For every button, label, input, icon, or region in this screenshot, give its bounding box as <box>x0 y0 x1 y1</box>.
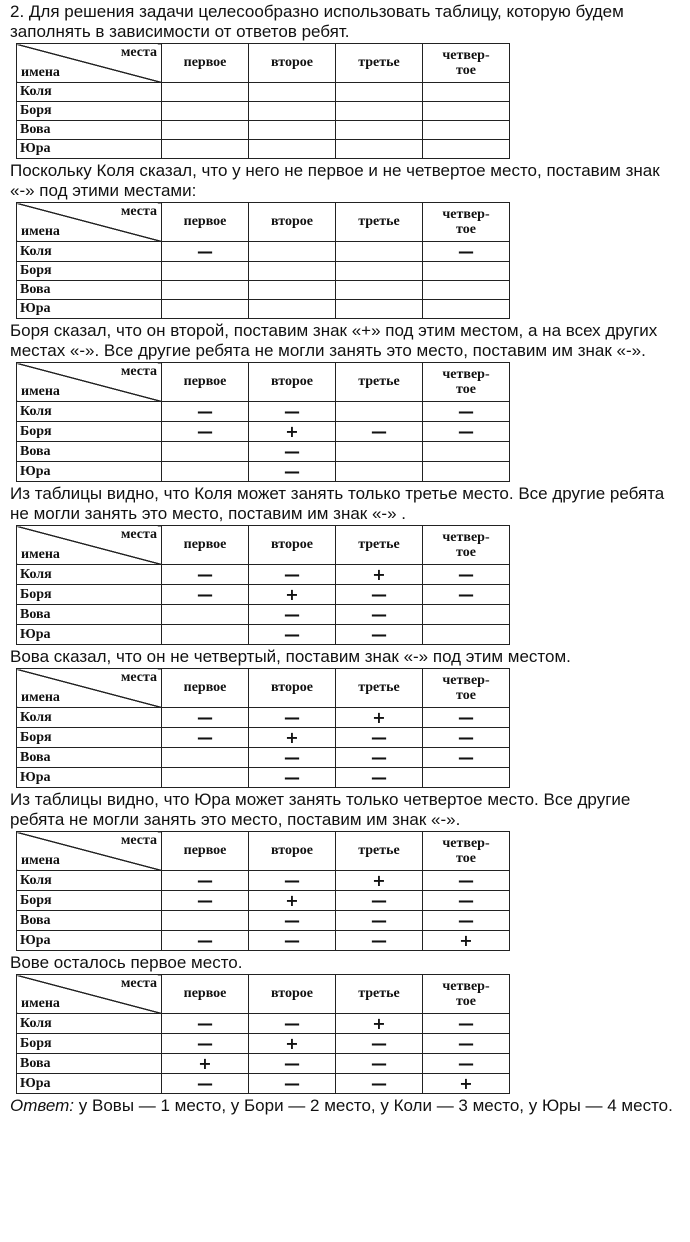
table-cell <box>423 300 510 319</box>
table-row <box>17 931 510 951</box>
row-name: Коля <box>17 242 162 262</box>
table-cell <box>423 442 510 462</box>
table-cell: + <box>162 1054 249 1074</box>
table-cell <box>336 442 423 462</box>
table-cell <box>423 262 510 281</box>
table-cell: — <box>162 1074 249 1094</box>
row-name: Юра <box>17 931 162 951</box>
column-header: третье <box>336 363 423 402</box>
table-cell: + <box>336 565 423 585</box>
table-cell: — <box>249 911 336 931</box>
table-cell: — <box>423 242 510 262</box>
table-cell: + <box>336 1014 423 1034</box>
column-header: третье <box>336 832 423 871</box>
table-cell <box>249 121 336 140</box>
row-name: Вова <box>17 748 162 768</box>
row-name: Вова <box>17 911 162 931</box>
row-name: Юра <box>17 140 162 159</box>
column-header: четвер- тое <box>423 669 510 708</box>
corner-label-names: имена <box>21 853 60 868</box>
table-cell <box>423 605 510 625</box>
table-cell: — <box>423 1014 510 1034</box>
table-corner-cell <box>17 363 162 402</box>
table-cell: — <box>249 625 336 645</box>
row-name: Вова <box>17 442 162 462</box>
table-header-row <box>17 832 510 871</box>
column-header: второе <box>249 526 336 565</box>
table-cell <box>336 121 423 140</box>
table-cell: — <box>249 462 336 482</box>
table-cell <box>162 911 249 931</box>
table-cell <box>249 242 336 262</box>
table-cell: — <box>162 931 249 951</box>
paragraph-5: Вова сказал, что он не четвертый, поставим знак «-» под этим местом. <box>10 647 571 666</box>
corner-label-places: места <box>120 976 157 991</box>
table-cell <box>423 462 510 482</box>
row-name: Боря <box>17 728 162 748</box>
table-cell: — <box>162 585 249 605</box>
table-cell: — <box>162 565 249 585</box>
corner-label-names: имена <box>21 547 60 562</box>
table-cell: — <box>336 605 423 625</box>
paragraph-2: Поскольку Коля сказал, что у него не первое и не четвертое место, поставим знак «-» под этими местами: <box>10 161 665 200</box>
table-cell <box>249 140 336 159</box>
table-corner-cell <box>17 44 162 83</box>
table-cell: — <box>162 728 249 748</box>
placement-table-5 <box>16 668 510 788</box>
column-header: первое <box>162 975 249 1014</box>
placement-table-1 <box>16 43 510 159</box>
row-name: Вова <box>17 1054 162 1074</box>
table-cell: + <box>249 1034 336 1054</box>
table-row <box>17 585 510 605</box>
row-name: Коля <box>17 565 162 585</box>
corner-label-places: места <box>120 364 157 379</box>
table-cell: — <box>162 891 249 911</box>
table-cell <box>423 121 510 140</box>
table-cell: + <box>249 728 336 748</box>
column-header: второе <box>249 669 336 708</box>
column-header: третье <box>336 975 423 1014</box>
table-cell <box>249 281 336 300</box>
table-cell <box>162 605 249 625</box>
placement-table-3 <box>16 362 510 482</box>
column-header: первое <box>162 44 249 83</box>
table-cell: — <box>423 911 510 931</box>
paragraph-4: Из таблицы видно, что Коля может занять только третье место. Все другие ребята не могли занять это место, поставим им знак «-» . <box>10 484 669 523</box>
corner-label-places: места <box>120 204 157 219</box>
table-cell: — <box>423 1034 510 1054</box>
table-cell: — <box>249 402 336 422</box>
table-row <box>17 462 510 482</box>
table-cell: + <box>336 871 423 891</box>
table-cell <box>423 281 510 300</box>
row-name: Юра <box>17 300 162 319</box>
table-cell <box>162 121 249 140</box>
table-header-row <box>17 669 510 708</box>
row-name: Боря <box>17 262 162 281</box>
table-cell: — <box>249 605 336 625</box>
table-cell <box>423 102 510 121</box>
answer-paragraph <box>10 1096 682 1116</box>
table-corner-cell <box>17 975 162 1014</box>
column-header: третье <box>336 669 423 708</box>
table-cell: — <box>336 768 423 788</box>
column-header: четвер- тое <box>423 526 510 565</box>
table-row <box>17 121 510 140</box>
table-cell: — <box>249 1074 336 1094</box>
table-cell: — <box>249 871 336 891</box>
row-name: Коля <box>17 402 162 422</box>
table-cell: + <box>249 585 336 605</box>
answer-label: Ответ: <box>10 1096 75 1115</box>
column-header: четвер- тое <box>423 203 510 242</box>
row-name: Коля <box>17 83 162 102</box>
table-cell: — <box>336 1054 423 1074</box>
placement-table-2 <box>16 202 510 319</box>
table-row <box>17 1034 510 1054</box>
table-corner-cell <box>17 669 162 708</box>
row-name: Боря <box>17 585 162 605</box>
column-header: первое <box>162 363 249 402</box>
row-name: Коля <box>17 1014 162 1034</box>
table-row <box>17 911 510 931</box>
table-cell <box>162 462 249 482</box>
paragraph-3: Боря сказал, что он второй, поставим знак «+» под этим местом, а на всех других местах «-». Все другие ребята не могли занять это место, поставим им знак «-». <box>10 321 663 360</box>
corner-label-places: места <box>120 833 157 848</box>
table-cell <box>249 83 336 102</box>
table-cell <box>336 300 423 319</box>
row-name: Вова <box>17 281 162 300</box>
table-cell: + <box>423 1074 510 1094</box>
row-name: Юра <box>17 1074 162 1094</box>
table-cell <box>336 83 423 102</box>
table-header-row <box>17 203 510 242</box>
table-row <box>17 1014 510 1034</box>
corner-label-names: имена <box>21 996 60 1011</box>
table-cell: — <box>336 931 423 951</box>
column-header: второе <box>249 44 336 83</box>
row-name: Боря <box>17 422 162 442</box>
table-cell: — <box>423 585 510 605</box>
column-header: первое <box>162 669 249 708</box>
table-cell <box>162 300 249 319</box>
paragraph-6: Из таблицы видно, что Юра может занять только четвертое место. Все другие ребята не могли занять это место, поставим им знак «-». <box>10 790 636 829</box>
table-cell: — <box>336 748 423 768</box>
table-cell: — <box>336 911 423 931</box>
table-row <box>17 605 510 625</box>
table-row <box>17 1074 510 1094</box>
table-row <box>17 102 510 121</box>
table-cell: — <box>249 768 336 788</box>
row-name: Вова <box>17 605 162 625</box>
table-cell: — <box>162 242 249 262</box>
column-header: первое <box>162 526 249 565</box>
corner-label-places: места <box>120 45 157 60</box>
column-header: второе <box>249 203 336 242</box>
row-name: Юра <box>17 625 162 645</box>
row-name: Юра <box>17 768 162 788</box>
table-cell <box>249 102 336 121</box>
table-cell: — <box>336 1074 423 1094</box>
corner-label-names: имена <box>21 384 60 399</box>
corner-label-places: места <box>120 670 157 685</box>
table-row <box>17 871 510 891</box>
table-cell <box>336 281 423 300</box>
table-cell <box>249 300 336 319</box>
table-cell: + <box>249 422 336 442</box>
row-name: Боря <box>17 102 162 121</box>
table-cell: — <box>336 1034 423 1054</box>
column-header: третье <box>336 526 423 565</box>
solution-page <box>10 0 682 1117</box>
table-header-row <box>17 526 510 565</box>
table-cell: — <box>249 708 336 728</box>
table-cell <box>162 83 249 102</box>
table-cell <box>336 402 423 422</box>
table-cell: — <box>162 422 249 442</box>
table-row <box>17 728 510 748</box>
column-header: третье <box>336 203 423 242</box>
table-cell <box>423 140 510 159</box>
table-cell: — <box>423 1054 510 1074</box>
table-row <box>17 1054 510 1074</box>
table-cell: — <box>249 442 336 462</box>
table-cell: — <box>162 402 249 422</box>
corner-label-places: места <box>120 527 157 542</box>
table-row <box>17 708 510 728</box>
table-corner-cell <box>17 203 162 242</box>
table-cell <box>336 262 423 281</box>
column-header: третье <box>336 44 423 83</box>
table-row <box>17 748 510 768</box>
paragraph-1: 2. Для решения задачи целесообразно использовать таблицу, которую будем заполнять в зависимости от ответов ребят. <box>10 2 629 41</box>
table-cell <box>336 242 423 262</box>
table-header-row <box>17 975 510 1014</box>
row-name: Юра <box>17 462 162 482</box>
table-cell: — <box>162 1034 249 1054</box>
column-header: первое <box>162 203 249 242</box>
table-row <box>17 83 510 102</box>
table-cell: — <box>162 708 249 728</box>
table-cell <box>423 768 510 788</box>
table-row <box>17 422 510 442</box>
column-header: второе <box>249 363 336 402</box>
table-cell <box>423 83 510 102</box>
column-header: четвер- тое <box>423 44 510 83</box>
table-corner-cell <box>17 526 162 565</box>
table-cell <box>162 442 249 462</box>
row-name: Коля <box>17 871 162 891</box>
row-name: Коля <box>17 708 162 728</box>
table-row <box>17 891 510 911</box>
column-header: первое <box>162 832 249 871</box>
corner-label-names: имена <box>21 224 60 239</box>
table-cell <box>162 768 249 788</box>
row-name: Боря <box>17 891 162 911</box>
table-cell <box>423 625 510 645</box>
table-cell: + <box>423 931 510 951</box>
table-row <box>17 402 510 422</box>
table-cell: — <box>336 891 423 911</box>
table-row <box>17 281 510 300</box>
table-cell <box>162 262 249 281</box>
table-cell <box>162 102 249 121</box>
placement-table-7 <box>16 974 510 1094</box>
table-row <box>17 625 510 645</box>
row-name: Боря <box>17 1034 162 1054</box>
table-cell: — <box>336 625 423 645</box>
table-cell: — <box>249 748 336 768</box>
table-cell <box>336 140 423 159</box>
table-cell: — <box>162 871 249 891</box>
table-cell: — <box>423 402 510 422</box>
table-cell: — <box>423 422 510 442</box>
table-cell: — <box>162 1014 249 1034</box>
table-cell: — <box>249 1014 336 1034</box>
table-corner-cell <box>17 832 162 871</box>
table-cell <box>162 281 249 300</box>
column-header: второе <box>249 832 336 871</box>
table-cell: — <box>423 891 510 911</box>
table-cell: — <box>336 422 423 442</box>
table-row <box>17 565 510 585</box>
table-header-row <box>17 363 510 402</box>
table-cell: — <box>249 565 336 585</box>
table-cell: — <box>336 728 423 748</box>
column-header: четвер- тое <box>423 363 510 402</box>
table-cell <box>336 462 423 482</box>
table-row <box>17 140 510 159</box>
table-cell <box>162 748 249 768</box>
table-row <box>17 442 510 462</box>
table-cell: — <box>423 565 510 585</box>
column-header: второе <box>249 975 336 1014</box>
table-header-row <box>17 44 510 83</box>
corner-label-names: имена <box>21 690 60 705</box>
table-cell <box>162 625 249 645</box>
table-cell: + <box>249 891 336 911</box>
table-cell: — <box>336 585 423 605</box>
table-cell: — <box>249 1054 336 1074</box>
table-row <box>17 242 510 262</box>
table-cell <box>162 140 249 159</box>
answer-text: у Вовы — 1 место, у Бори — 2 место, у Коли — 3 место, у Юры — 4 место. <box>74 1096 673 1115</box>
table-cell: — <box>423 748 510 768</box>
placement-table-6 <box>16 831 510 951</box>
table-cell: — <box>423 871 510 891</box>
table-row <box>17 300 510 319</box>
table-row <box>17 768 510 788</box>
table-cell: + <box>336 708 423 728</box>
table-cell: — <box>423 708 510 728</box>
table-cell <box>249 262 336 281</box>
corner-label-names: имена <box>21 65 60 80</box>
table-cell: — <box>249 931 336 951</box>
table-row <box>17 262 510 281</box>
placement-table-4 <box>16 525 510 645</box>
column-header: четвер- тое <box>423 975 510 1014</box>
table-cell: — <box>423 728 510 748</box>
column-header: четвер- тое <box>423 832 510 871</box>
table-cell <box>336 102 423 121</box>
row-name: Вова <box>17 121 162 140</box>
paragraph-7: Вове осталось первое место. <box>10 953 243 972</box>
